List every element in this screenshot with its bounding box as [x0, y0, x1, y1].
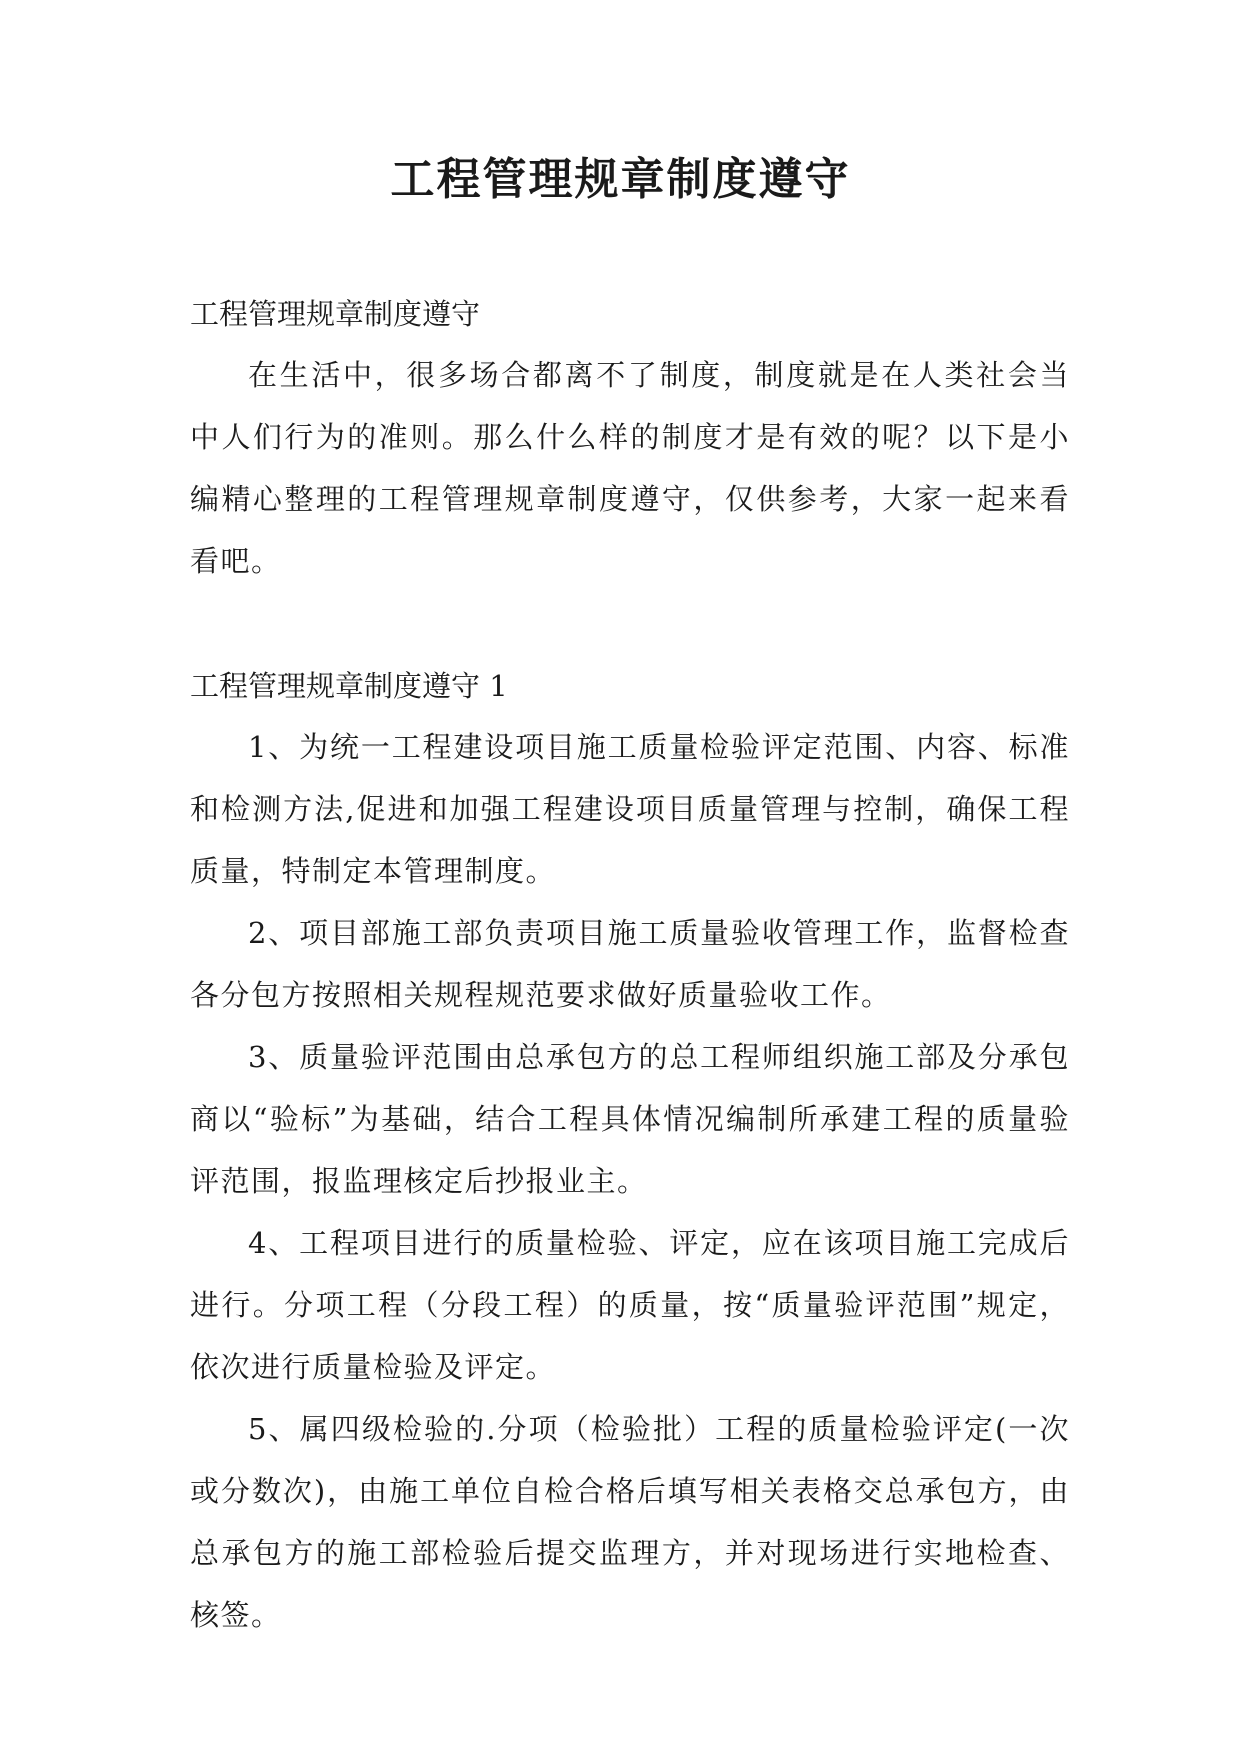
section-spacer: [190, 592, 1070, 656]
document-title: 工程管理规章制度遵守: [390, 154, 851, 205]
intro-heading: 工程管理规章制度遵守: [190, 297, 481, 331]
intro-paragraph: 在生活中，很多场合都离不了制度，制度就是在人类社会当中人们行为的准则。那么什么样的制度才是有效的呢？以下是小编精心整理的工程管理规章制度遵守，仅供参考，大家一起来看看吧。: [190, 358, 1070, 578]
list-item: 3、质量验评范围由总承包方的总工程师组织施工部及分承包商以“验标”为基础，结合工程具体情况编制所承建工程的质量验评范围，报监理核定后抄报业主。: [190, 1040, 1070, 1198]
document-body: [190, 284, 1070, 1646]
section-heading-1: 工程管理规章制度遵守 1: [190, 669, 508, 703]
list-item: 5、属四级检验的.分项（检验批）工程的质量检验评定(一次或分数次)，由施工单位自检合格后填写相关表格交总承包方，由总承包方的施工部检验后提交监理方，并对现场进行实地检查、核签。: [190, 1412, 1070, 1632]
list-item: 1、为统一工程建设项目施工质量检验评定范围、内容、标准和检测方法,促进和加强工程建设项目质量管理与控制，确保工程质量，特制定本管理制度。: [190, 730, 1070, 888]
list-item: 2、项目部施工部负责项目施工质量验收管理工作，监督检查各分包方按照相关规程规范要求做好质量验收工作。: [190, 916, 1070, 1012]
list-item: 4、工程项目进行的质量检验、评定，应在该项目施工完成后进行。分项工程（分段工程）的质量，按“质量验评范围”规定，依次进行质量检验及评定。: [190, 1226, 1070, 1384]
